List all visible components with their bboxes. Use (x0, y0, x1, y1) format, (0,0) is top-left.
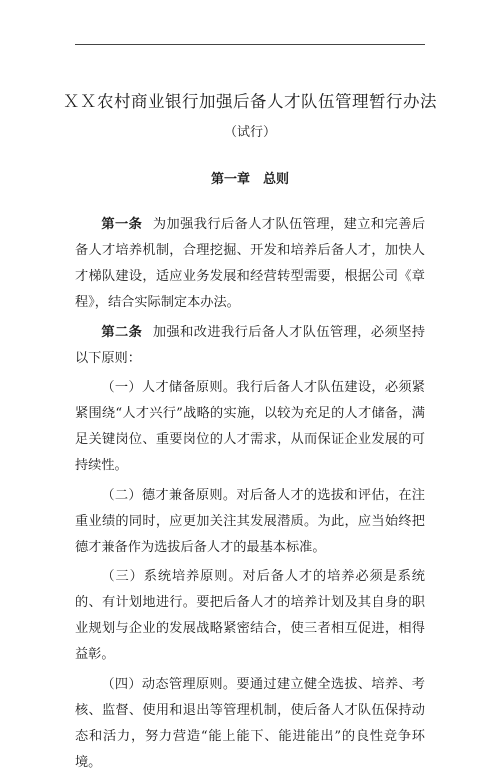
chapter-number: 第一章 (210, 172, 250, 187)
article-label: 第二条 (101, 324, 143, 340)
document-subtitle: （试行） (223, 125, 276, 140)
principle-paragraph: （一）人才储备原则。我行后备人才队伍建设，必须紧紧围绕“人才兴行”战略的实施，以较为充足的人才储备，满足关键岗位、重要岗位的人才需求，从而保证企业发展的可持续性。 (75, 379, 425, 474)
article-text: 加强和改进我行后备人才队伍管理，必须坚持以下原则： (75, 324, 426, 366)
header-rule (75, 44, 425, 45)
principle-paragraph: （二）德才兼备原则。对后备人才的选拔和评估，在注重业绩的同时，应更加关注其发展潜质。为此，应当始终把德才兼备作为选拔后备人才的最基本标准。 (75, 487, 425, 555)
principle-paragraph: （三）系统培养原则。对后备人才的培养必须是系统的、有计划地进行。要把后备人才的培养计划及其自身的职业规划与企业的发展战略紧密结合，使三者相互促进，相得益彰。 (75, 568, 425, 663)
principle-paragraph: （四）动态管理原则。要通过建立健全选拔、培养、考核、监督、使用和退出等管理机制，使后备人才队伍保持动态和活力，努力营造“能上能下、能进能出”的良性竞争环境。 (75, 676, 425, 770)
chapter-heading (0, 168, 500, 187)
document-title: ＸＸ农村商业银行加强后备人才队伍管理暂行办法 (63, 92, 437, 111)
article-label: 第一条 (101, 217, 143, 232)
article-paragraph (75, 320, 425, 372)
article-paragraph (75, 212, 425, 316)
chapter-name: 总则 (263, 172, 290, 187)
document-body (75, 212, 425, 779)
article-text: 为加强我行后备人才队伍管理，建立和完善后备人才培养机制，合理挖掘、开发和培养后备人才，加快人才梯队建设，适应业务发展和经营转型需要，根据公司《章程》，结合实际制定本办法。 (75, 217, 426, 311)
